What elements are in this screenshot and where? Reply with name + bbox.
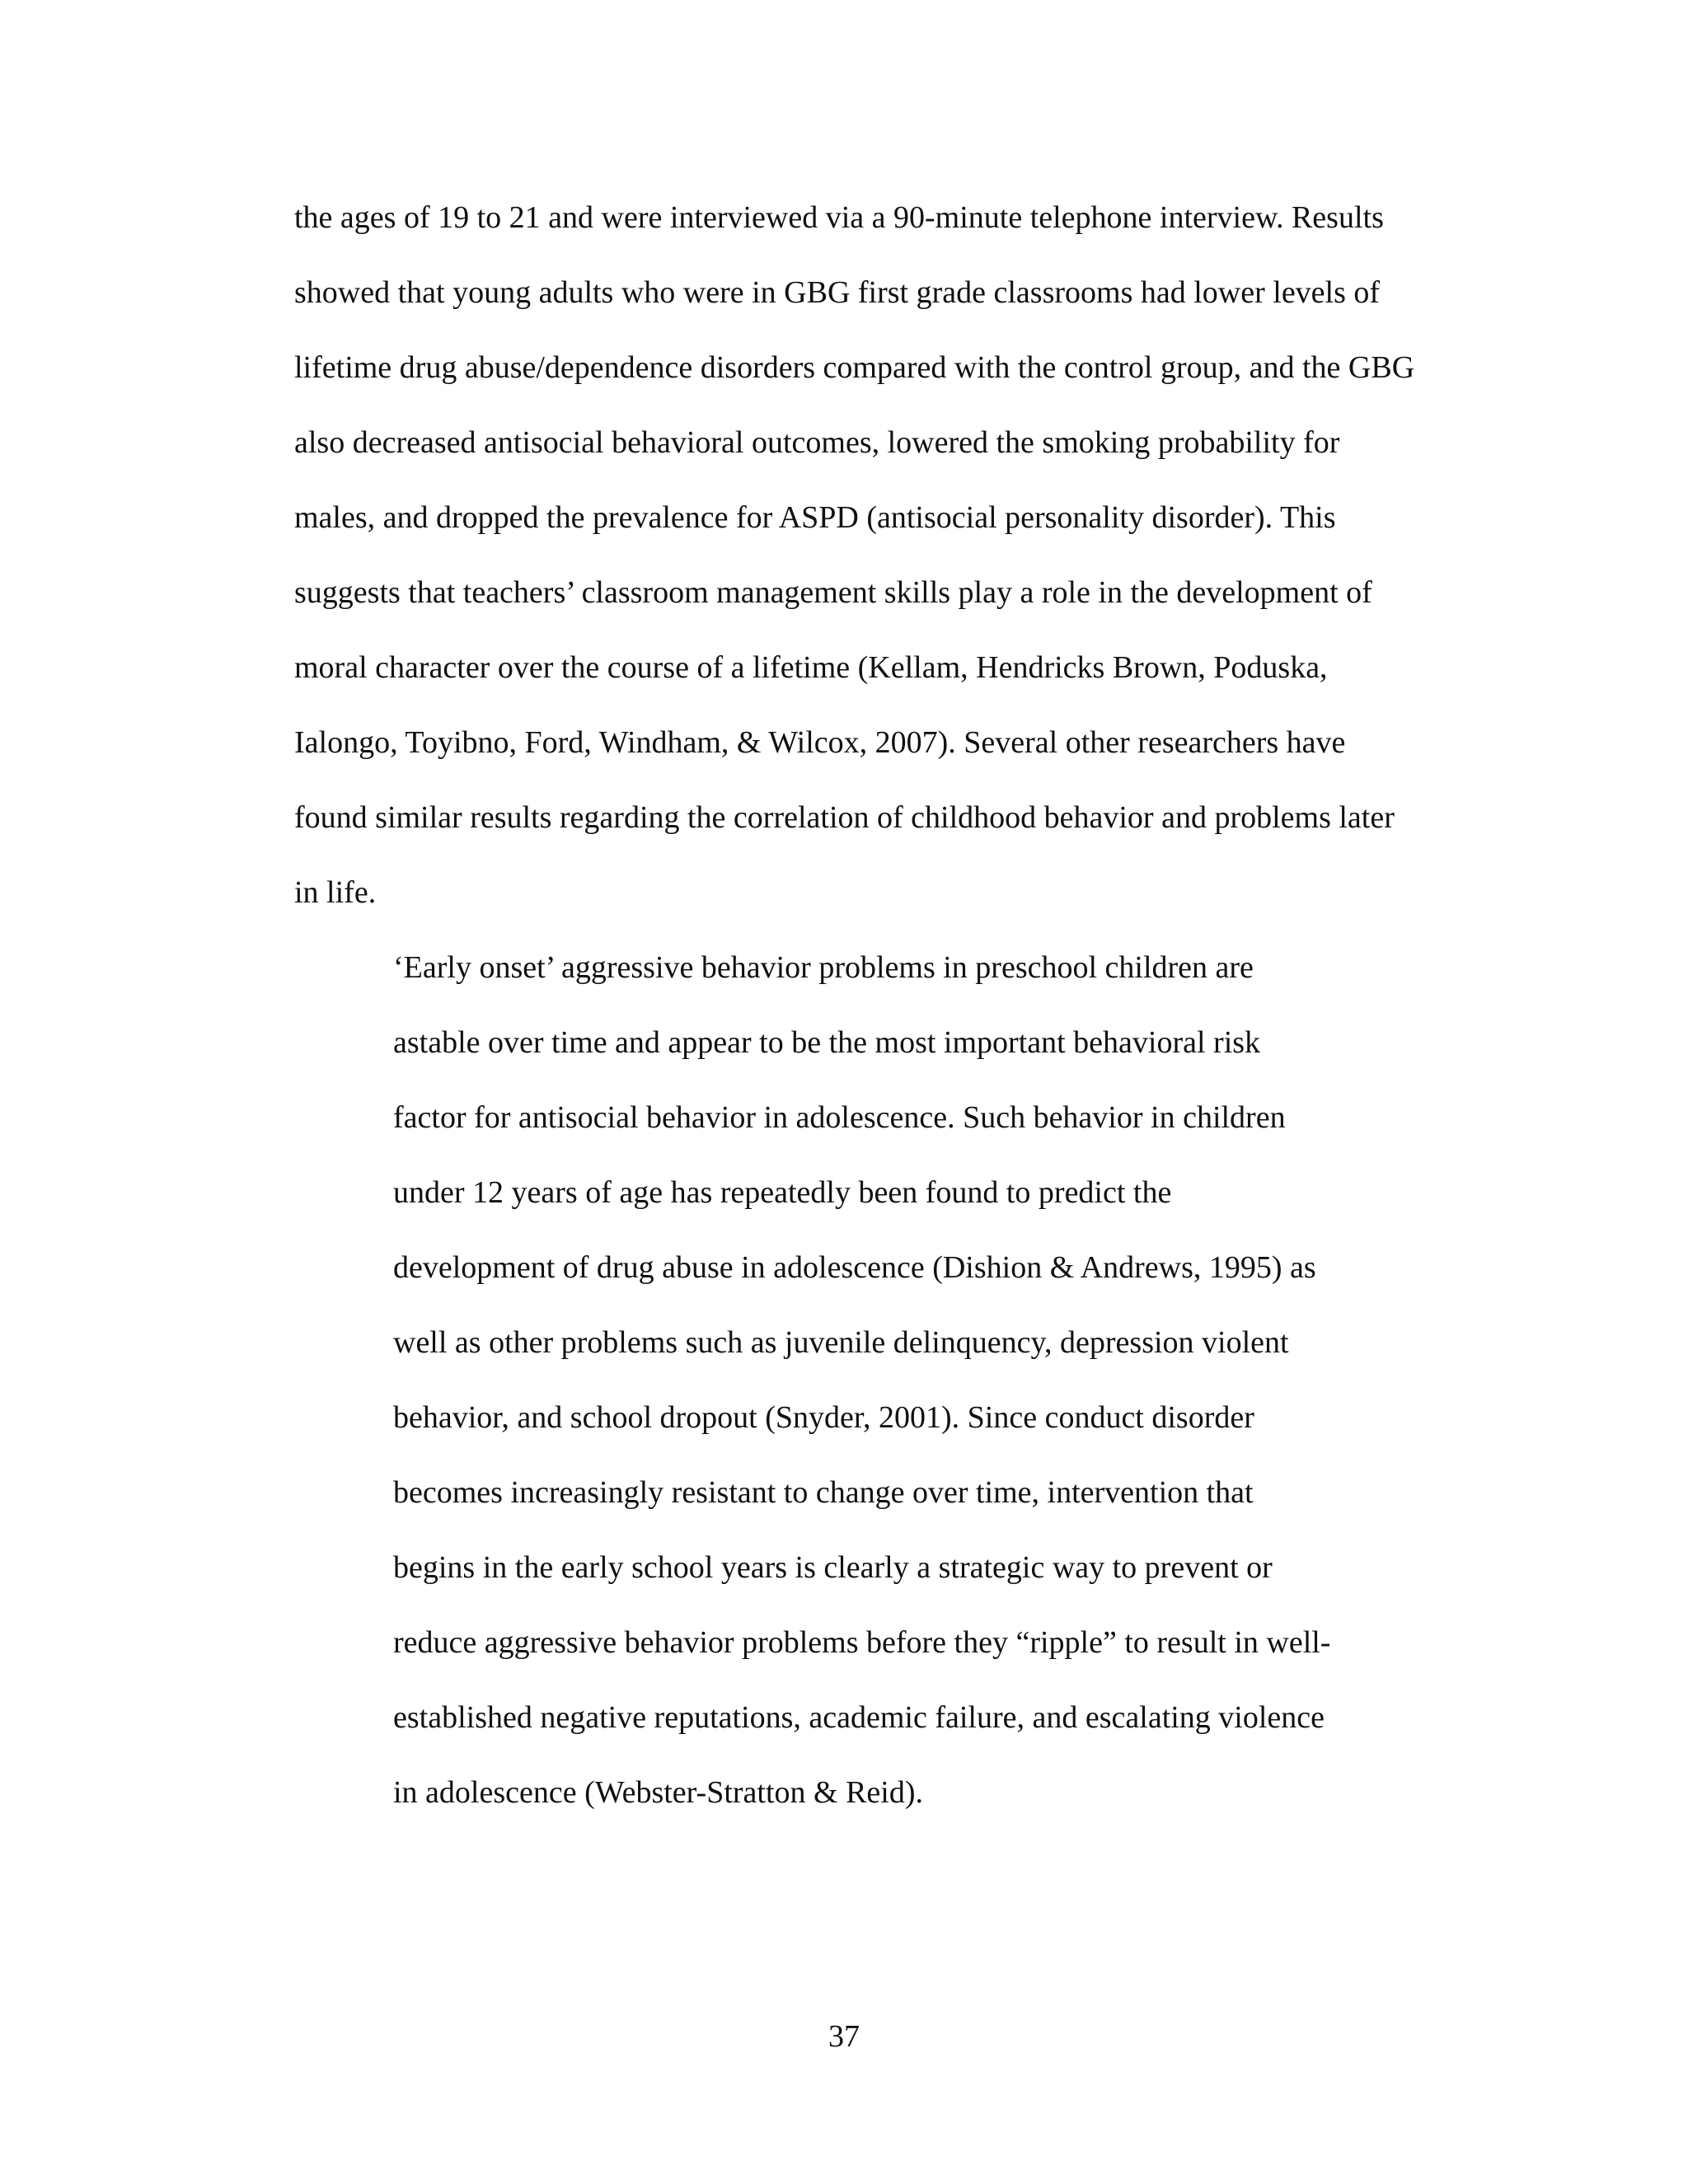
paragraph-line: showed that young adults who were in GBG first grade classrooms had lower levels of	[294, 275, 1381, 310]
paragraph-line: males, and dropped the prevalence for ASPD (antisocial personality disorder). This	[294, 500, 1336, 535]
block-quote-line: established negative reputations, academic failure, and escalating violence	[393, 1700, 1325, 1735]
paragraph-line: in life.	[294, 875, 377, 910]
block-quote-line: behavior, and school dropout (Snyder, 2001). Since conduct disorder	[393, 1400, 1254, 1435]
page-number: 37	[828, 2019, 860, 2054]
block-quote-line: well as other problems such as juvenile delinquency, depression violent	[393, 1325, 1289, 1360]
block-quote-line: becomes increasingly resistant to change over time, intervention that	[393, 1475, 1254, 1510]
block-quote-line: under 12 years of age has repeatedly been found to predict the	[393, 1175, 1172, 1210]
paragraph-line: suggests that teachers’ classroom management skills play a role in the development of	[294, 575, 1372, 610]
block-quote-line: factor for antisocial behavior in adolescence. Such behavior in children	[393, 1100, 1286, 1135]
paragraph-line: also decreased antisocial behavioral outcomes, lowered the smoking probability for	[294, 425, 1340, 460]
paragraph-line: moral character over the course of a lifetime (Kellam, Hendricks Brown, Poduska,	[294, 650, 1328, 685]
block-quote-line: reduce aggressive behavior problems before they “ripple” to result in well-	[393, 1625, 1331, 1660]
paragraph-line: the ages of 19 to 21 and were interviewed via a 90-minute telephone interview. Results	[294, 200, 1384, 235]
paragraph-line: Ialongo, Toyibno, Ford, Windham, & Wilcox, 2007). Several other researchers have	[294, 725, 1346, 760]
paragraph-line: lifetime drug abuse/dependence disorders compared with the control group, and the GBG	[294, 350, 1415, 385]
block-quote-line: ‘Early onset’ aggressive behavior problems in preschool children are	[393, 950, 1254, 985]
block-quote-line: astable over time and appear to be the most important behavioral risk	[393, 1025, 1261, 1060]
block-quote-line: in adolescence (Webster-Stratton & Reid).	[393, 1775, 924, 1810]
paragraph-line: found similar results regarding the correlation of childhood behavior and problems later	[294, 800, 1395, 835]
block-quote-line: begins in the early school years is clearly a strategic way to prevent or	[393, 1550, 1273, 1585]
block-quote-line: development of drug abuse in adolescence (Dishion & Andrews, 1995) as	[393, 1250, 1316, 1285]
